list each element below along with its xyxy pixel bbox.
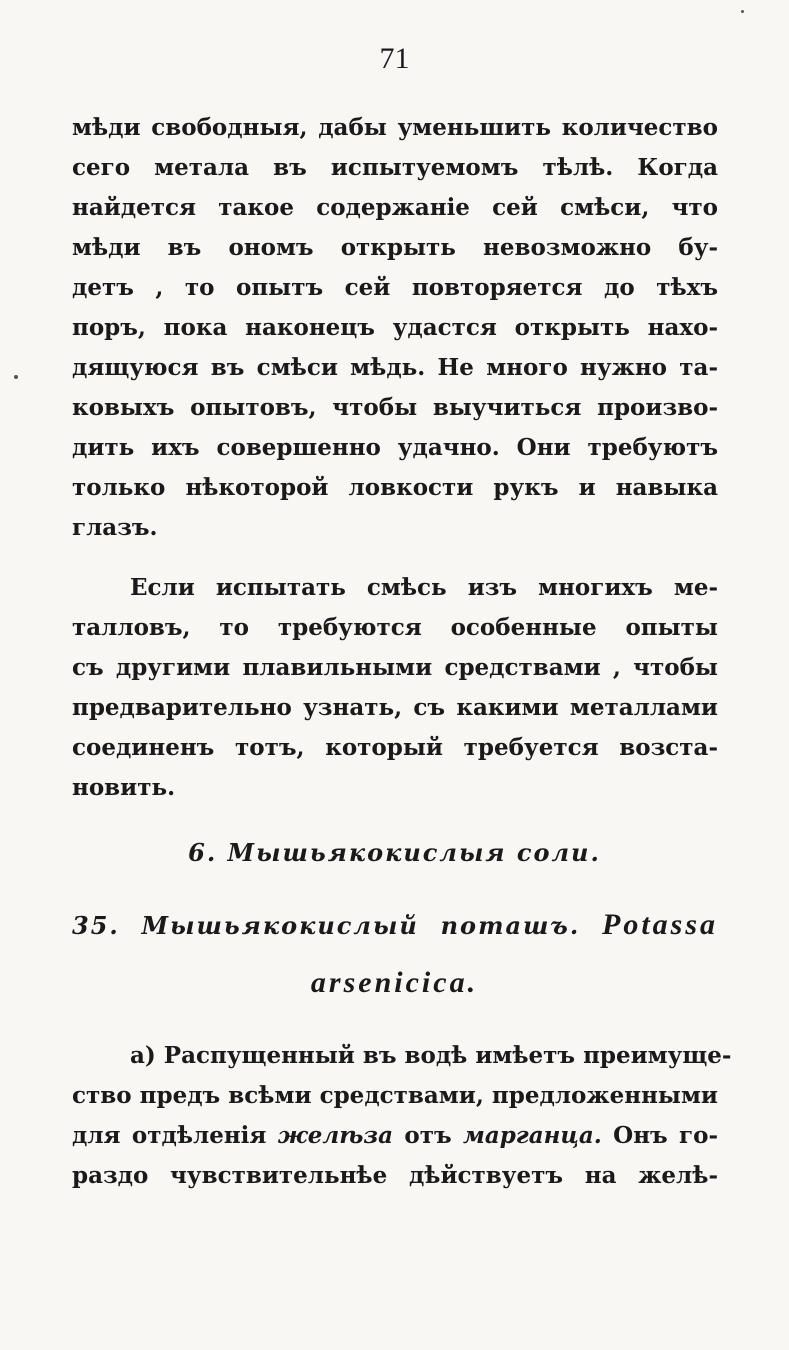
section-heading: 6. Мышьякокислыя соли. [188, 838, 601, 867]
latin-name-part1: Potassa [602, 908, 719, 941]
text-line: предварительно узнать, съ какими металлами [72, 694, 718, 721]
text-line: соединенъ тотъ, который требуется возста- [72, 734, 718, 761]
italic-term-manganese: марганца. [462, 1122, 602, 1149]
text-line-mixed [72, 1116, 718, 1156]
text-line: ковыхъ опытовъ, чтобы выучиться произво- [72, 394, 718, 421]
text-line: найдется такое содержаніе сей смѣси, что [72, 194, 718, 221]
text-line: мѣди въ ономъ открыть невозможно бу- [72, 234, 718, 261]
paragraph-3 [72, 1036, 732, 1196]
text-line: Если испытать смѣсь изъ многихъ ме- [130, 574, 718, 601]
text-line: сего метала въ испытуемомъ тѣлѣ. Когда [72, 154, 718, 181]
italic-term-iron: желѣза [277, 1122, 393, 1149]
text-line: съ другими плавильными средствами , чтобы [72, 654, 718, 681]
print-speck [741, 10, 744, 13]
text-line: дить ихъ совершенно удачно. Они требуютъ [72, 434, 718, 461]
latin-name-part2: arsenicica. [310, 966, 479, 999]
text-line: талловъ, то требуются особенные опыты [72, 614, 718, 641]
text-line: детъ , то опытъ сей повторяется до тѣхъ [72, 274, 718, 301]
text-line: ство предъ всѣми средствами, предложенными [72, 1082, 718, 1109]
text-line: новить. [72, 774, 176, 801]
paragraph-2 [72, 568, 718, 808]
text-line: глазъ. [72, 514, 158, 541]
text-line: раздо чувствительнѣе дѣйствуетъ на желѣ- [72, 1162, 718, 1189]
text-line: только нѣкоторой ловкости рукъ и навыка [72, 474, 718, 501]
subsection-heading [72, 908, 718, 942]
text-fragment: Онъ го- [601, 1122, 719, 1149]
text-fragment: для отдѣленія [72, 1122, 278, 1149]
text-line: дящуюся въ смѣси мѣдь. Не много нужно та- [72, 354, 718, 381]
text-line: мѣди свободныя, дабы уменьшить количество [72, 114, 718, 141]
paragraph-1 [72, 108, 718, 548]
text-line: а) Распущенный въ водѣ имѣетъ преимуще- [130, 1042, 732, 1069]
subsection-title: 35. Мышьякокислый поташъ. [72, 911, 581, 940]
text-fragment: отъ [393, 1122, 463, 1149]
page-number: 71 [379, 42, 410, 75]
text-line: поръ, пока наконецъ удастся открыть нахо- [72, 314, 718, 341]
print-speck [14, 375, 18, 379]
latin-name-continuation [0, 966, 789, 1000]
